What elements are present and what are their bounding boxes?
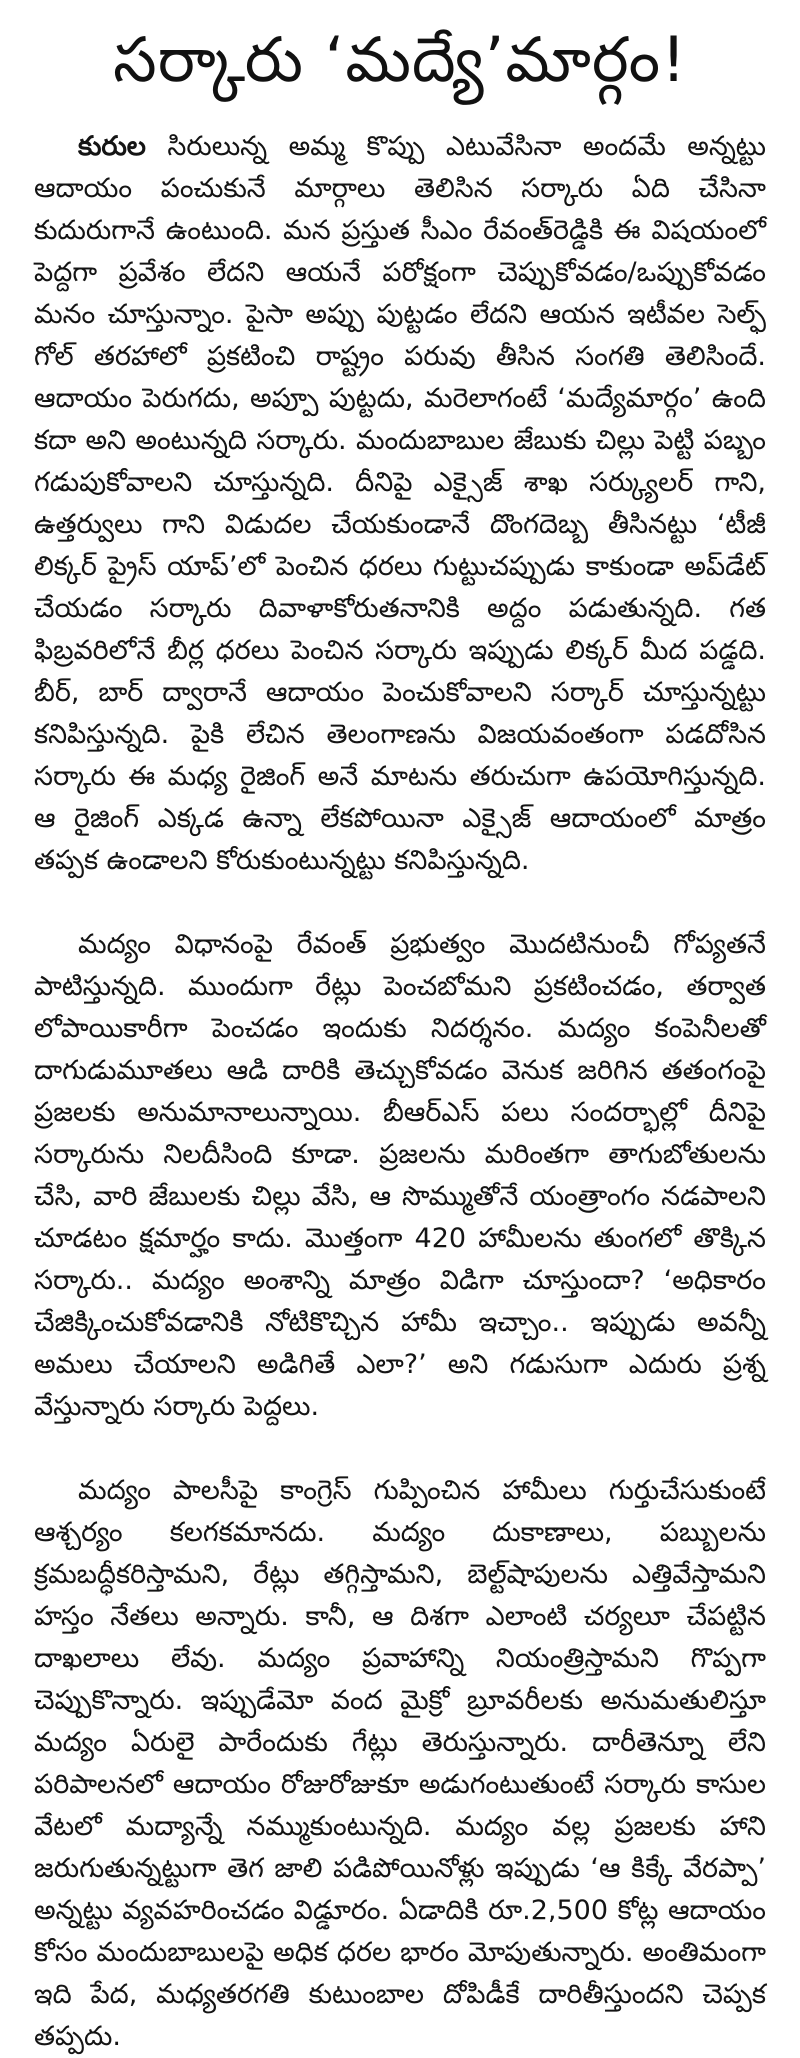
lead-word: కురుల bbox=[78, 131, 146, 162]
paragraph-1-text: సిరులున్న అమ్మ కొప్పు ఎటువేసినా అందమే అన్నట్టు ఆదాయం పంచుకునే మార్గాలు తెలిసిన సర్కారు ఏది చేసినా కుదురుగానే ఉంటుంది. మన ప్రస్తుత సీఎం రేవంత్‌రెడ్డికి ఈ విషయంలో పెద్దగా ప్రవేశం లేదని ఆయనే పరోక్షంగా చెప్పుకోవడం/ఒప్పుకోవడం మనం చూస్తున్నాం. పైసా అప్పు పుట్టడం లేదని ఆయన ఇటీవల సెల్ఫ్ గోల్ తరహాలో ప్రకటించి రాష్ట్రం పరువు తీసిన సంగతి తెలిసిందే. ఆదాయం పెరుగదు, అప్పూ పుట్టదు, మరెలాగంటే ‘మద్యేమార్గం’ ఉంది కదా అని అంటున్నది సర్కారు. మందుబాబుల జేబుకు చిల్లు పెట్టి పబ్బం గడుపుకోవాలని చూస్తున్నది. దీనిపై ఎక్సైజ్ శాఖ సర్క్యులర్ గాని, ఉత్తర్వులు గాని విడుదల చేయకుండానే దొంగదెబ్బ తీసినట్టు ‘టీజీ లిక్కర్ ప్రైస్ యాప్’లో పెంచిన ధరలు గుట్టుచప్పుడు కాకుండా అప్‌డేట్ చేయడం సర్కారు దివాళాకోరుతనానికి అద్దం పడుతున్నది. గత ఫిబ్రవరిలోనే బీర్ల ధరలు పెంచిన సర్కారు ఇప్పుడు లిక్కర్ మీద పడ్డది. బీర్, బార్ ద్వారానే ఆదాయం పెంచుకోవాలని సర్కార్ చూస్తున్నట్టు కనిపిస్తున్నది. పైకి లేచిన తెలంగాణను విజయవంతంగా పడదోసిన సర్కారు ఈ మధ్య రైజింగ్ అనే మాటను తరుచుగా ఉపయోగిస్తున్నది. ఆ రైజింగ్ ఎక్కడ ఉన్నా లేకపోయినా ఎక్సైజ్ ఆదాయంలో మాత్రం తప్పక ఉండాలని కోరుకుంటున్నట్టు కనిపిస్తున్నది. bbox=[34, 131, 766, 876]
paragraph-1 bbox=[34, 126, 766, 882]
article-body bbox=[34, 126, 766, 2058]
paragraph-3: మద్యం పాలసీపై కాంగ్రెస్ గుప్పించిన హామీలు గుర్తుచేసుకుంటే ఆశ్చర్యం కలగకమానదు. మద్యం దుకాణాలు, పబ్బులను క్రమబద్ధీకరిస్తామని, రేట్లు తగ్గిస్తామని, బెల్ట్‌షాపులను ఎత్తివేస్తామని హస్తం నేతలు అన్నారు. కానీ, ఆ దిశగా ఎలాంటి చర్యలూ చేపట్టిన దాఖలాలు లేవు. మద్యం ప్రవాహాన్ని నియంత్రిస్తామని గొప్పగా చెప్పుకొన్నారు. ఇప్పుడేమో వంద మైక్రో బ్రూవరీలకు అనుమతులిస్తూ మద్యం ఏరులై పారేందుకు గేట్లు తెరుస్తున్నారు. దారీతెన్నూ లేని పరిపాలనలో ఆదాయం రోజురోజుకూ అడుగంటుతుంటే సర్కారు కాసుల వేటలో మద్యాన్నే నమ్ముకుంటున్నది. మద్యం వల్ల ప్రజలకు హాని జరుగుతున్నట్టుగా తెగ జాలి పడిపోయినోళ్లు ఇప్పుడు ‘ఆ కిక్కే వేరప్పా’ అన్నట్టు వ్యవహరించడం విడ్డూరం. ఏడాదికి రూ.2,500 కోట్ల ఆదాయం కోసం మందుబాబులపై అధిక ధరల భారం మోపుతున్నారు. అంతిమంగా ఇది పేద, మధ్యతరగతి కుటుంబాల దోపిడీకే దారితీస్తుందని చెప్పక తప్పదు. bbox=[34, 1475, 766, 2052]
paragraph-2: మద్యం విధానంపై రేవంత్ ప్రభుత్వం మొదటినుంచీ గోప్యతనే పాటిస్తున్నది. ముందుగా రేట్లు పెంచబోమని ప్రకటించడం, తర్వాత లోపాయికారీగా పెంచడం ఇందుకు నిదర్శనం. మద్యం కంపెనీలతో దాగుడుమూతలు ఆడి దారికి తెచ్చుకోవడం వెనుక జరిగిన తతంగంపై ప్రజలకు అనుమానాలున్నాయి. బీఆర్ఎస్ పలు సందర్భాల్లో దీనిపై సర్కారును నిలదీసింది కూడా. ప్రజలను మరింతగా తాగుబోతులను చేసి, వారి జేబులకు చిల్లు వేసి, ఆ సొమ్ముతోనే యంత్రాంగం నడపాలని చూడటం క్షమార్హం కాదు. మొత్తంగా 420 హామీలను తుంగలో తొక్కిన సర్కారు.. మద్యం అంశాన్ని మాత్రం విడిగా చూస్తుందా? ‘అధికారం చేజిక్కించుకోవడానికి నోటికొచ్చిన హామీ ఇచ్చాం.. ఇప్పుడు అవన్నీ అమలు చేయాలని అడిగితే ఎలా?’ అని గడుసుగా ఎదురు ప్రశ్న వేస్తున్నారు సర్కారు పెద్దలు. bbox=[34, 929, 766, 1422]
headline: సర్కారు ‘మద్యే’మార్గం! bbox=[113, 23, 687, 96]
